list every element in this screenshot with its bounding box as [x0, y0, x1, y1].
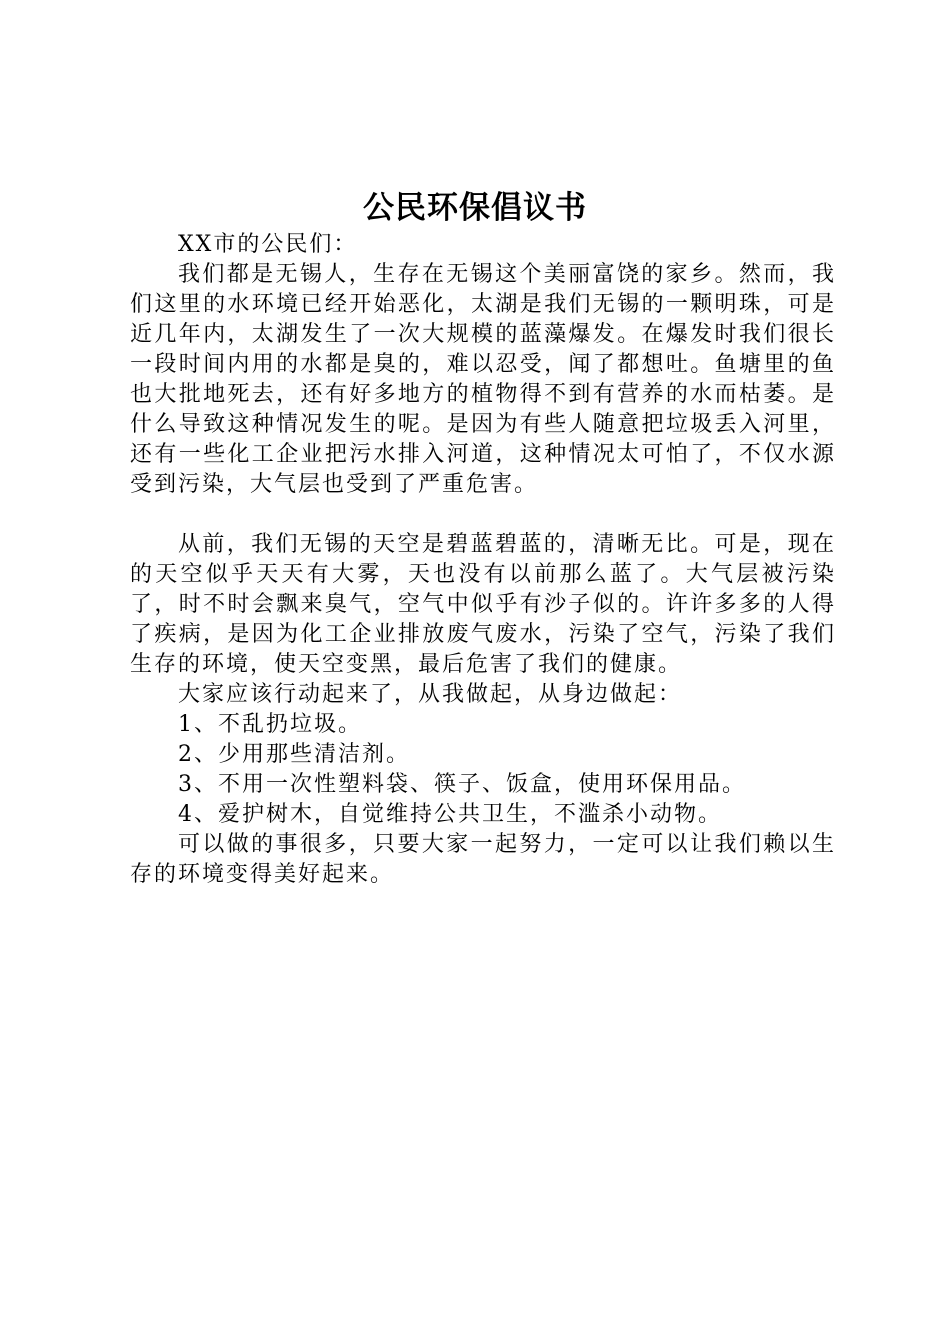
call-to-action: 大家应该行动起来了，从我做起，从身边做起： — [178, 682, 683, 707]
paragraph-water-pollution: 我们都是无锡人，生存在无锡这个美丽富饶的家乡。然而，我们这里的水环境已经开始恶化，太湖是我们无锡的一颗明珠，可是近几年内，太湖发生了一次大规模的蓝藻爆发。在爆发时我们很长一段时间内用的水都是臭的，难以忍受，闻了都想吐。鱼塘里的鱼也大批地死去，还有好多地方的植物得不到有营养的水而枯萎。是什么导致这种情况发生的呢。是因为有些人随意把垃圾丢入河里，还有一些化工企业把污水排入河道，这种情况太可怕了，不仅水源受到污染，大气层也受到了严重危害。 — [130, 262, 836, 497]
list-item: 1、不乱扔垃圾。 — [178, 712, 362, 737]
list-item: 2、少用那些清洁剂。 — [178, 742, 410, 767]
list-item: 4、爱护树木，自觉维持公共卫生，不滥杀小动物。 — [178, 802, 722, 827]
list-item: 3、不用一次性塑料袋、筷子、饭盒，使用环保用品。 — [178, 772, 746, 797]
paragraph-air-pollution: 从前，我们无锡的天空是碧蓝碧蓝的，清晰无比。可是，现在的天空似乎天天有大雾，天也没有以前那么蓝了。大气层被污染了，时不时会飘来臭气，空气中似乎有沙子似的。许许多多的人得了疾病，是因为化工企业排放废气废水，污染了空气，污染了我们生存的环境，使天空变黑，最后危害了我们的健康。 — [130, 532, 836, 677]
paragraph-spacer — [130, 500, 836, 530]
document-title: 公民环保倡议书 — [363, 190, 587, 226]
document-body — [130, 230, 836, 890]
salutation: XX市的公民们： — [178, 232, 358, 257]
closing-paragraph: 可以做的事很多，只要大家一起努力，一定可以让我们赖以生存的环境变得美好起来。 — [130, 832, 836, 887]
